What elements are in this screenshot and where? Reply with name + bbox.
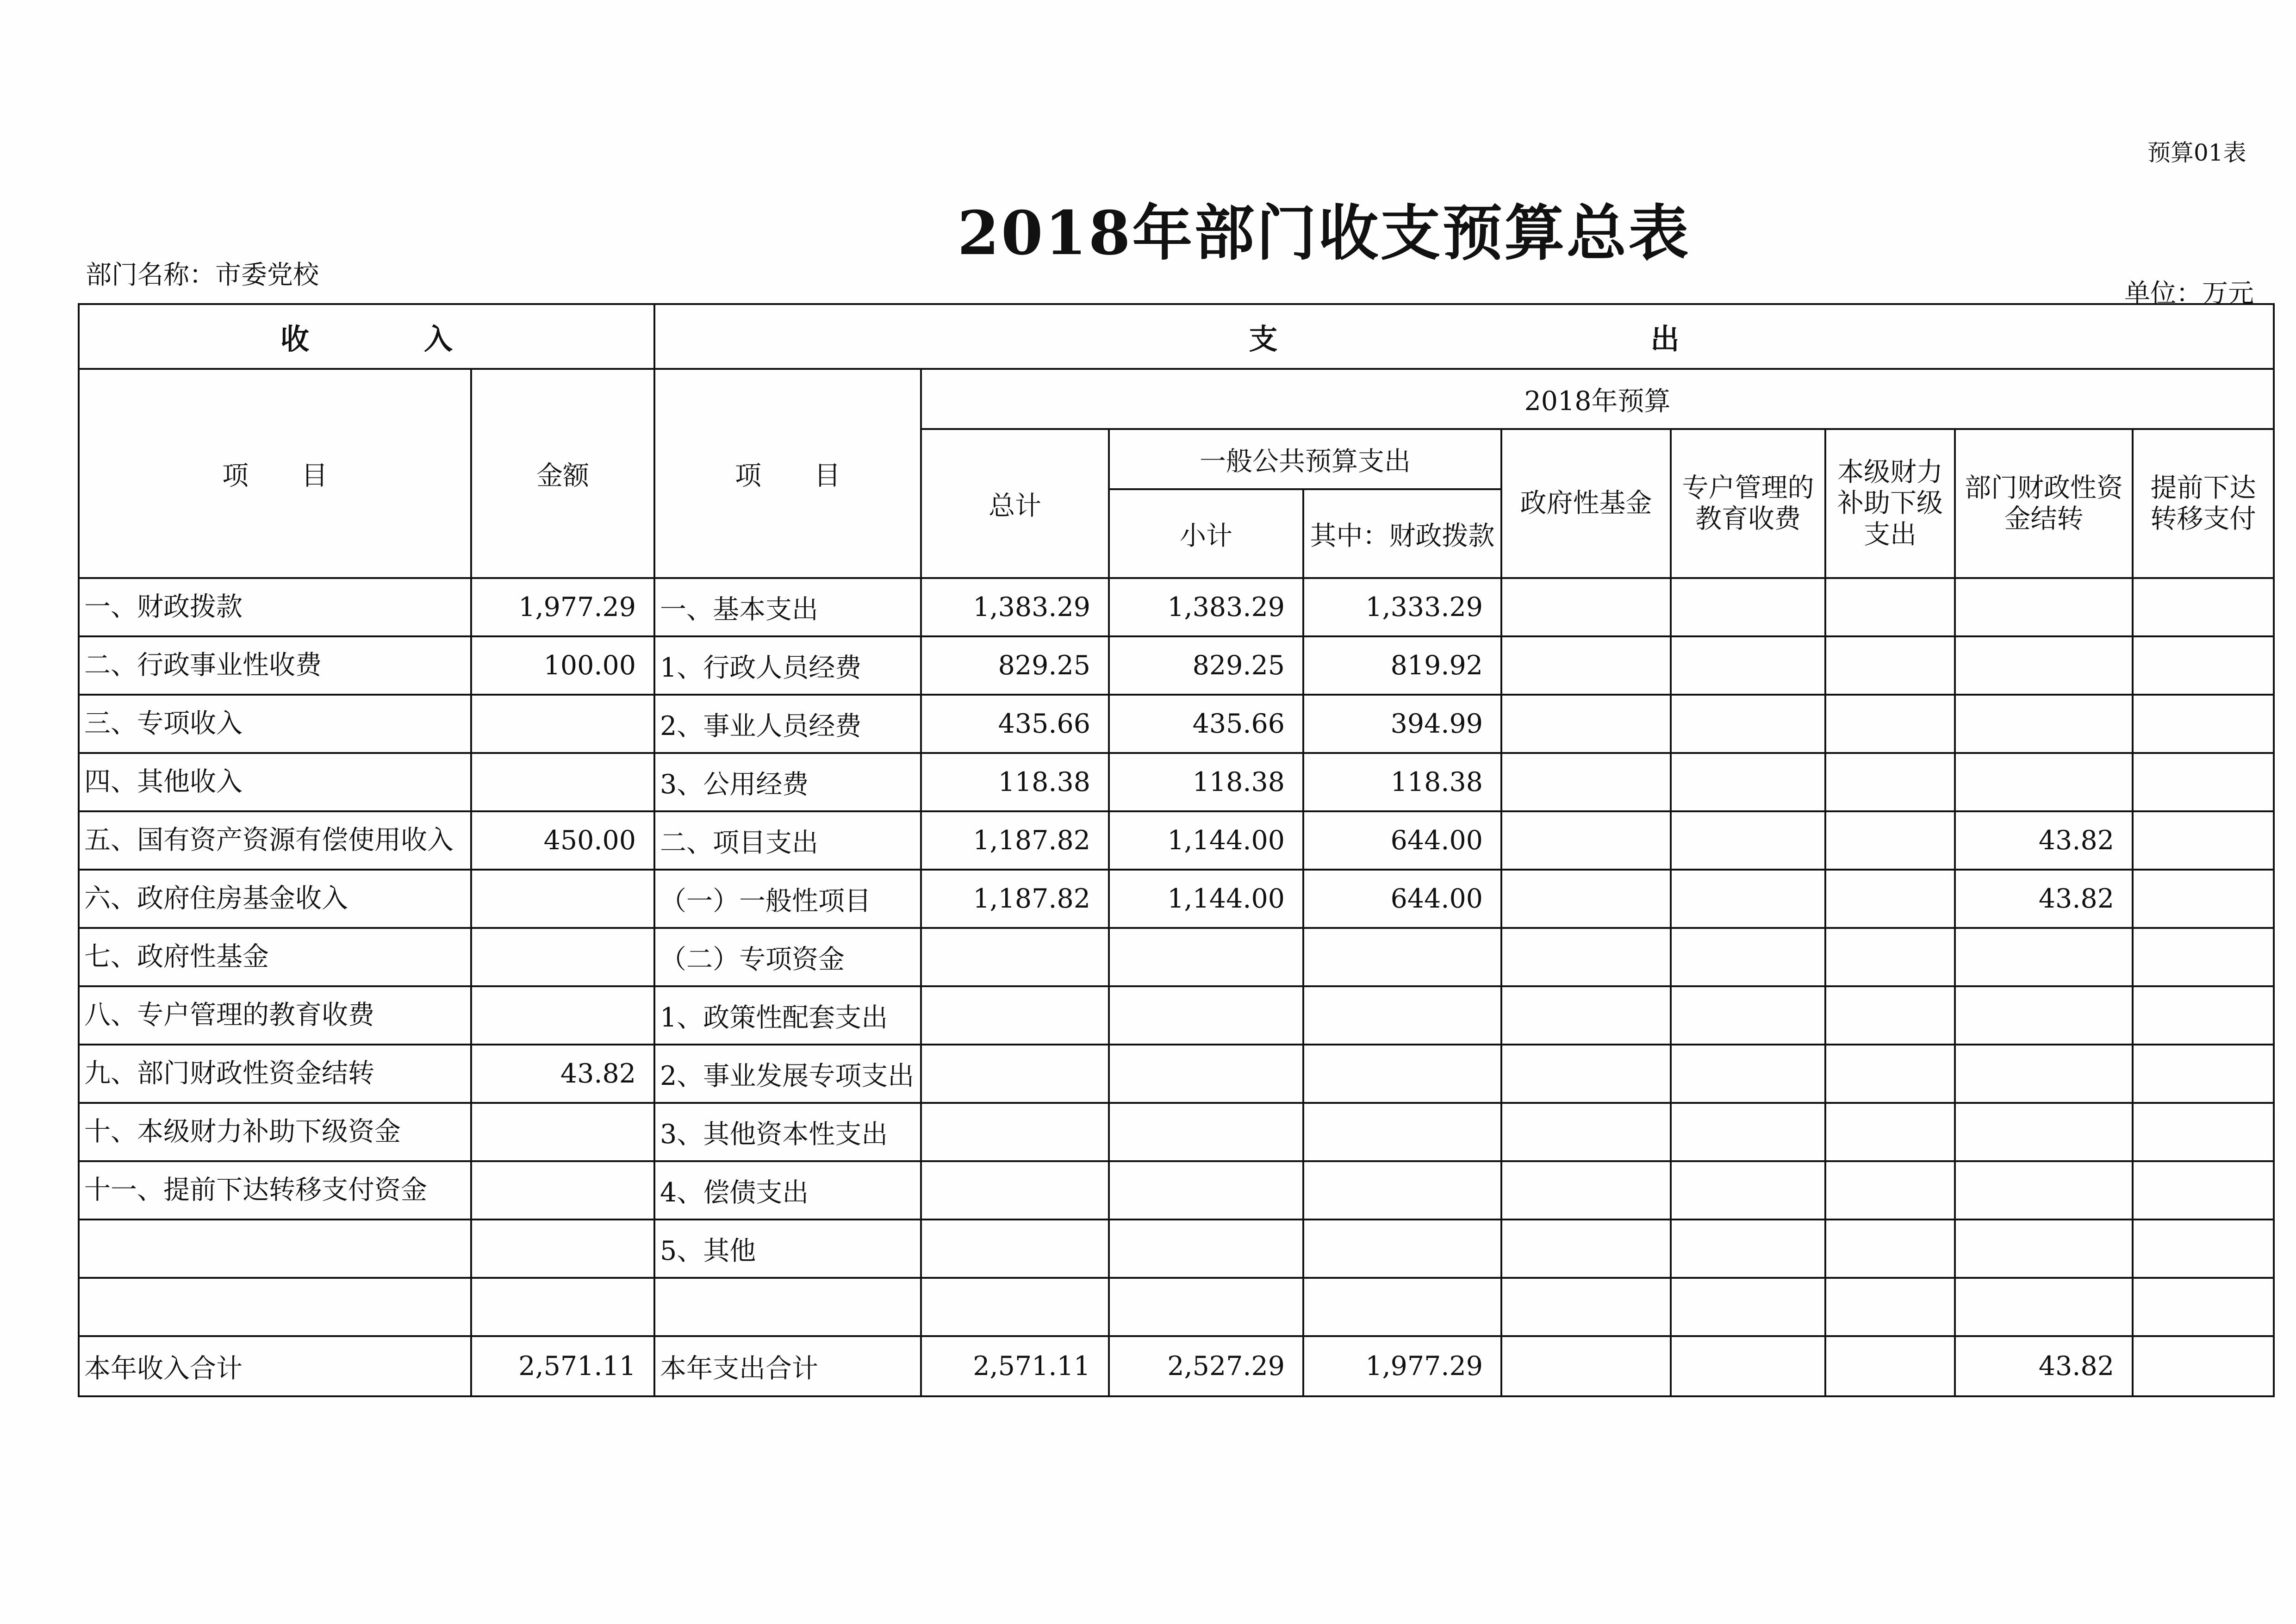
subtotal-cell	[1109, 986, 1303, 1045]
table-row	[79, 1045, 2274, 1103]
gov-fund-cell	[1501, 811, 1671, 870]
special-edu-cell	[1671, 1161, 1825, 1220]
income-item-cell	[79, 1278, 471, 1336]
subtotal-cell: 435.66	[1109, 695, 1303, 753]
special-edu-sum-cell	[1671, 1336, 1825, 1396]
subtotal-cell: 1,144.00	[1109, 811, 1303, 870]
advance-transfer-cell	[2133, 1220, 2274, 1278]
local-subsidy-cell	[1825, 986, 1955, 1045]
fiscal-cell	[1303, 1103, 1501, 1161]
income-item-cell: 七、政府性基金	[79, 928, 471, 986]
subtotal-cell	[1109, 1103, 1303, 1161]
fiscal-header: 其中：财政拨款	[1303, 489, 1501, 578]
fiscal-cell	[1303, 1045, 1501, 1103]
page-title	[0, 185, 2296, 272]
subtotal-cell	[1109, 928, 1303, 986]
dept-carryover-cell	[1955, 695, 2133, 753]
dept-carryover-sum-cell: 43.82	[1955, 1336, 2133, 1396]
expense-item-cell: 2、事业人员经费	[654, 695, 921, 753]
advance-transfer-sum-cell	[2133, 1336, 2274, 1396]
gov-fund-cell	[1501, 1220, 1671, 1278]
expense-item-cell: 二、项目支出	[654, 811, 921, 870]
local-subsidy-cell	[1825, 870, 1955, 928]
advance-transfer-cell	[2133, 753, 2274, 811]
dept-carryover-cell	[1955, 928, 2133, 986]
income-total-label: 本年收入合计	[79, 1336, 471, 1396]
expense-item-cell: 1、政策性配套支出	[654, 986, 921, 1045]
subtotal-cell: 118.38	[1109, 753, 1303, 811]
total-cell	[921, 986, 1109, 1045]
total-cell: 1,187.82	[921, 811, 1109, 870]
fiscal-cell	[1303, 1220, 1501, 1278]
income-item-cell: 三、专项收入	[79, 695, 471, 753]
income-amount-cell	[471, 753, 654, 811]
total-cell: 1,383.29	[921, 578, 1109, 636]
expense-item-cell: 5、其他	[654, 1220, 921, 1278]
expense-item-cell: 4、偿债支出	[654, 1161, 921, 1220]
gov-fund-cell	[1501, 986, 1671, 1045]
income-item-cell	[79, 1220, 471, 1278]
subtotal-cell	[1109, 1278, 1303, 1336]
income-amount-header: 金额	[471, 369, 654, 578]
expense-item-cell: 1、行政人员经费	[654, 636, 921, 695]
budget-2018-header: 2018年预算	[921, 369, 2274, 429]
income-amount-cell	[471, 986, 654, 1045]
table-row	[79, 1220, 2274, 1278]
fiscal-cell: 644.00	[1303, 811, 1501, 870]
total-cell	[921, 1278, 1109, 1336]
table-row	[79, 928, 2274, 986]
special-edu-cell	[1671, 1278, 1825, 1336]
income-amount-cell	[471, 928, 654, 986]
income-amount-cell	[471, 695, 654, 753]
advance-transfer-cell	[2133, 986, 2274, 1045]
dept-carryover-cell: 43.82	[1955, 870, 2133, 928]
expense-item-cell: （二）专项资金	[654, 928, 921, 986]
fiscal-cell: 1,333.29	[1303, 578, 1501, 636]
total-cell	[921, 928, 1109, 986]
subtotal-header: 小计	[1109, 489, 1303, 578]
income-item-cell: 八、专户管理的教育收费	[79, 986, 471, 1045]
local-subsidy-cell	[1825, 1220, 1955, 1278]
local-subsidy-cell	[1825, 928, 1955, 986]
advance-transfer-cell	[2133, 636, 2274, 695]
income-amount-cell: 450.00	[471, 811, 654, 870]
special-edu-cell	[1671, 986, 1825, 1045]
budget-table	[78, 303, 2275, 1397]
income-item-cell: 四、其他收入	[79, 753, 471, 811]
special-edu-cell	[1671, 1220, 1825, 1278]
local-subsidy-sum-cell	[1825, 1336, 1955, 1396]
local-subsidy-cell	[1825, 1045, 1955, 1103]
total-cell: 435.66	[921, 695, 1109, 753]
local-subsidy-header: 本级财力补助下级支出	[1825, 429, 1955, 578]
total-cell	[921, 1103, 1109, 1161]
special-edu-cell	[1671, 1045, 1825, 1103]
department-name: 部门名称：市委党校	[86, 260, 319, 290]
advance-transfer-cell	[2133, 1045, 2274, 1103]
income-item-cell: 六、政府住房基金收入	[79, 870, 471, 928]
subtotal-cell	[1109, 1045, 1303, 1103]
total-cell	[921, 1045, 1109, 1103]
local-subsidy-cell	[1825, 695, 1955, 753]
subtotal-sum-cell: 2,527.29	[1109, 1336, 1303, 1396]
advance-transfer-cell	[2133, 1161, 2274, 1220]
income-group-header: 收 入	[79, 304, 654, 369]
local-subsidy-cell	[1825, 636, 1955, 695]
gov-fund-cell	[1501, 1103, 1671, 1161]
fiscal-cell	[1303, 928, 1501, 986]
special-edu-cell	[1671, 870, 1825, 928]
special-edu-header: 专户管理的教育收费	[1671, 429, 1825, 578]
total-cell: 1,187.82	[921, 870, 1109, 928]
gov-fund-cell	[1501, 1045, 1671, 1103]
dept-carryover-cell	[1955, 753, 2133, 811]
form-number: 预算01表	[2147, 139, 2246, 166]
income-amount-cell: 43.82	[471, 1045, 654, 1103]
table-row	[79, 870, 2274, 928]
income-amount-cell	[471, 1220, 654, 1278]
income-total-amount: 2,571.11	[471, 1336, 654, 1396]
advance-transfer-cell	[2133, 578, 2274, 636]
special-edu-cell	[1671, 695, 1825, 753]
income-item-cell: 二、行政事业性收费	[79, 636, 471, 695]
subtotal-cell: 1,383.29	[1109, 578, 1303, 636]
subtotal-cell	[1109, 1161, 1303, 1220]
table-row	[79, 1278, 2274, 1336]
gov-fund-cell	[1501, 1278, 1671, 1336]
income-item-cell: 九、部门财政性资金结转	[79, 1045, 471, 1103]
subtotal-cell: 1,144.00	[1109, 870, 1303, 928]
income-amount-cell: 1,977.29	[471, 578, 654, 636]
gov-fund-cell	[1501, 870, 1671, 928]
advance-transfer-cell	[2133, 870, 2274, 928]
table-row	[79, 753, 2274, 811]
total-cell	[921, 1220, 1109, 1278]
expense-item-cell: 3、公用经费	[654, 753, 921, 811]
table-row	[79, 695, 2274, 753]
expense-item-header: 项 目	[654, 369, 921, 578]
general-public-header: 一般公共预算支出	[1109, 429, 1501, 489]
local-subsidy-cell	[1825, 1278, 1955, 1336]
subtotal-cell	[1109, 1220, 1303, 1278]
expense-item-cell: （一）一般性项目	[654, 870, 921, 928]
local-subsidy-cell	[1825, 753, 1955, 811]
fiscal-cell: 394.99	[1303, 695, 1501, 753]
special-edu-cell	[1671, 1103, 1825, 1161]
table-row	[79, 1161, 2274, 1220]
gov-fund-sum-cell	[1501, 1336, 1671, 1396]
totals-row	[79, 1336, 2274, 1396]
table-row	[79, 986, 2274, 1045]
title-text: 2018年部门收支预算总表	[957, 198, 1691, 268]
total-sum-cell: 2,571.11	[921, 1336, 1109, 1396]
gov-fund-cell	[1501, 636, 1671, 695]
expense-item-cell: 一、基本支出	[654, 578, 921, 636]
gov-fund-cell	[1501, 695, 1671, 753]
advance-transfer-cell	[2133, 1103, 2274, 1161]
income-amount-cell	[471, 1161, 654, 1220]
income-item-header: 项 目	[79, 369, 471, 578]
income-amount-cell	[471, 870, 654, 928]
dept-carryover-cell	[1955, 1161, 2133, 1220]
advance-transfer-cell	[2133, 811, 2274, 870]
income-item-cell: 一、财政拨款	[79, 578, 471, 636]
total-cell: 118.38	[921, 753, 1109, 811]
dept-carryover-cell	[1955, 636, 2133, 695]
special-edu-cell	[1671, 636, 1825, 695]
income-item-cell: 十、本级财力补助下级资金	[79, 1103, 471, 1161]
dept-carryover-cell	[1955, 1045, 2133, 1103]
expense-total-label: 本年支出合计	[654, 1336, 921, 1396]
fiscal-cell	[1303, 986, 1501, 1045]
subtotal-cell: 829.25	[1109, 636, 1303, 695]
total-cell	[921, 1161, 1109, 1220]
gov-fund-cell	[1501, 753, 1671, 811]
income-amount-cell: 100.00	[471, 636, 654, 695]
total-header: 总计	[921, 429, 1109, 578]
expense-item-cell	[654, 1278, 921, 1336]
local-subsidy-cell	[1825, 811, 1955, 870]
unit-label: 单位：万元	[2124, 279, 2254, 309]
dept-carryover-cell	[1955, 1278, 2133, 1336]
dept-carryover-cell: 43.82	[1955, 811, 2133, 870]
income-item-cell: 五、国有资产资源有偿使用收入	[79, 811, 471, 870]
local-subsidy-cell	[1825, 1103, 1955, 1161]
special-edu-cell	[1671, 928, 1825, 986]
fiscal-sum-cell: 1,977.29	[1303, 1336, 1501, 1396]
local-subsidy-cell	[1825, 1161, 1955, 1220]
special-edu-cell	[1671, 811, 1825, 870]
dept-carryover-cell	[1955, 986, 2133, 1045]
advance-transfer-cell	[2133, 695, 2274, 753]
income-amount-cell	[471, 1278, 654, 1336]
advance-transfer-cell	[2133, 928, 2274, 986]
gov-fund-cell	[1501, 928, 1671, 986]
special-edu-cell	[1671, 578, 1825, 636]
local-subsidy-cell	[1825, 578, 1955, 636]
fiscal-cell: 118.38	[1303, 753, 1501, 811]
table-row	[79, 578, 2274, 636]
expense-group-header: 支 出	[654, 304, 2274, 369]
dept-carryover-cell	[1955, 578, 2133, 636]
table-row	[79, 636, 2274, 695]
fiscal-cell	[1303, 1278, 1501, 1336]
dept-carryover-header: 部门财政性资金结转	[1955, 429, 2133, 578]
gov-fund-cell	[1501, 1161, 1671, 1220]
total-cell: 829.25	[921, 636, 1109, 695]
income-amount-cell	[471, 1103, 654, 1161]
expense-item-cell: 2、事业发展专项支出	[654, 1045, 921, 1103]
dept-carryover-cell	[1955, 1220, 2133, 1278]
special-edu-cell	[1671, 753, 1825, 811]
gov-fund-cell	[1501, 578, 1671, 636]
fiscal-cell	[1303, 1161, 1501, 1220]
income-item-cell: 十一、提前下达转移支付资金	[79, 1161, 471, 1220]
fiscal-cell: 819.92	[1303, 636, 1501, 695]
advance-transfer-cell	[2133, 1278, 2274, 1336]
fiscal-cell: 644.00	[1303, 870, 1501, 928]
advance-transfer-header: 提前下达转移支付	[2133, 429, 2274, 578]
table-row	[79, 1103, 2274, 1161]
gov-fund-header: 政府性基金	[1501, 429, 1671, 578]
table-row	[79, 811, 2274, 870]
expense-item-cell: 3、其他资本性支出	[654, 1103, 921, 1161]
dept-carryover-cell	[1955, 1103, 2133, 1161]
